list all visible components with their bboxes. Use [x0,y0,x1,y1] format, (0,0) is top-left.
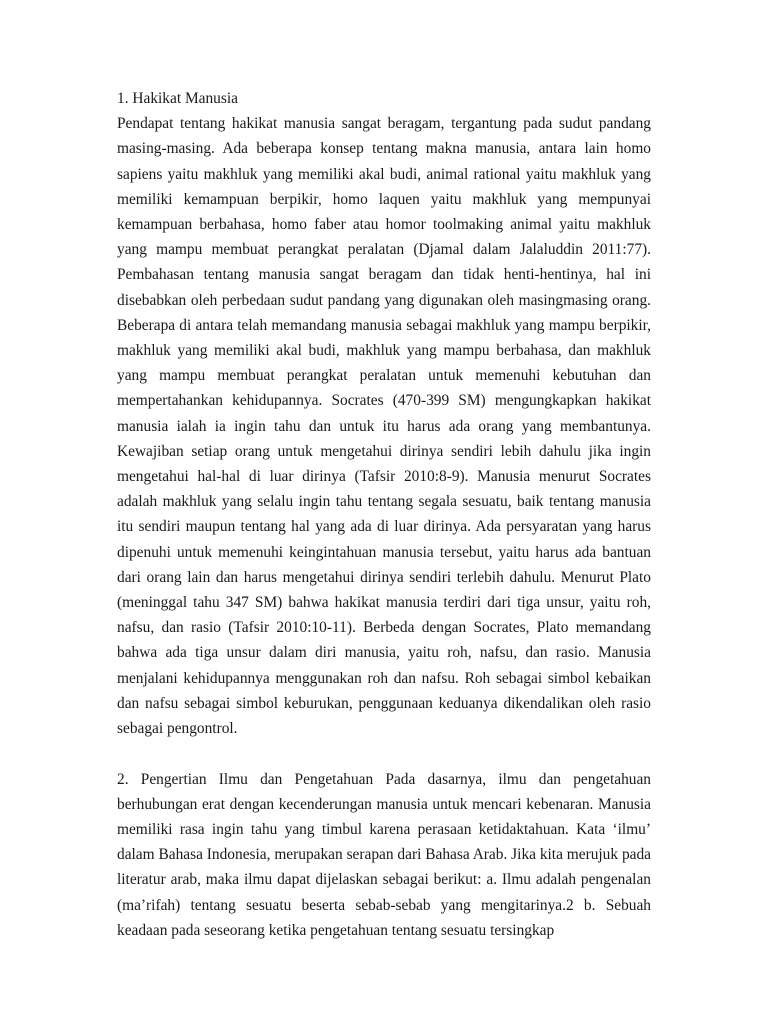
section-1-heading: 1. Hakikat Manusia [117,90,238,107]
section-1-body: Pendapat tentang hakikat manusia sangat beragam, tergantung pada sudut pandang masing-masing. Ada beberapa konsep tentang makna manusia, antara lain homo sapiens yaitu makhluk yang memiliki akal budi, animal rational yaitu makhluk yang memiliki kemampuan berpikir, homo laquen yaitu makhluk yang mempunyai kemampuan berbahasa, homo faber atau homor toolmaking animal yaitu makhluk yang mampu membuat perangkat peralatan (Djamal dalam Jalaluddin 2011:77). Pembahasan tentang manusia sangat beragam dan tidak henti-hentinya, hal ini disebabkan oleh perbedaan sudut pandang yang digunakan oleh masingmasing orang. Beberapa di antara telah memandang manusia sebagai makhluk yang mampu berpikir, makhluk yang memiliki akal budi, makhluk yang mampu berbahasa, dan makhluk yang mampu membuat perangkat peralatan untuk memenuhi kebutuhan dan mempertahankan kehidupannya. Socrates (470-399 SM) mengungkapkan hakikat manusia ialah ia ingin tahu dan untuk itu harus ada orang yang membantunya. Kewajiban setiap orang untuk mengetahui dirinya sendiri lebih dahulu jika ingin mengetahui hal-hal di luar dirinya (Tafsir 2010:8-9). Manusia menurut Socrates adalah makhluk yang selalu ingin tahu tentang segala sesuatu, baik tentang manusia itu sendiri maupun tentang hal yang ada di luar dirinya. Ada persyaratan yang harus dipenuhi untuk memenuhi keingintahuan manusia tersebut, yaitu harus ada bantuan dari orang lain dan harus mengetahui dirinya sendiri terlebih dahulu. Menurut Plato (meninggal tahu 347 SM) bahwa hakikat manusia terdiri dari tiga unsur, yaitu roh, nafsu, dan rasio (Tafsir 2010:10-11). Berbeda dengan Socrates, Plato memandang bahwa ada tiga unsur dalam diri manusia, yaitu roh, nafsu, dan rasio. Manusia menjalani kehidupannya menggunakan roh dan nafsu. Roh sebagai simbol kebaikan dan nafsu sebagai simbol keburukan, penggunaan keduanya dikendalikan oleh rasio sebagai pengontrol. [117,115,651,738]
section-spacer [117,741,651,766]
document-content [117,86,651,943]
section-2-body: 2. Pengertian Ilmu dan Pengetahuan Pada dasarnya, ilmu dan pengetahuan berhubungan erat dengan kecenderungan manusia untuk mencari kebenaran. Manusia memiliki rasa ingin tahu yang timbul karena perasaan ketidaktahuan. Kata ‘ilmu’ dalam Bahasa Indonesia, merupakan serapan dari Bahasa Arab. Jika kita merujuk pada literatur arab, maka ilmu dapat dijelaskan sebagai berikut: a. Ilmu adalah pengenalan (ma’rifah) tentang sesuatu beserta sebab-sebab yang mengitarinya.2 b. Sebuah keadaan pada seseorang ketika pengetahuan tentang sesuatu tersingkap [117,770,651,939]
